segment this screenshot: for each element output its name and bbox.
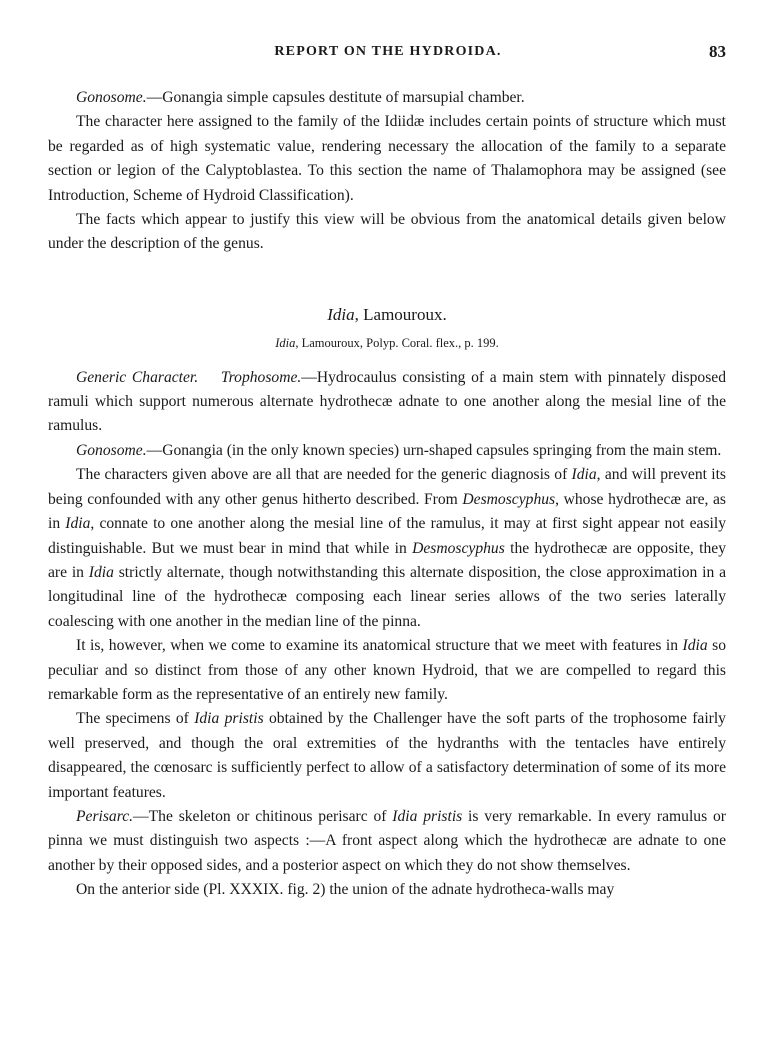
paragraph-anterior-side: On the anterior side (Pl. XXXIX. fig. 2) the union of the adnate hydrotheca-walls may bbox=[76, 881, 615, 899]
italic-run: Idia pristis bbox=[392, 807, 463, 825]
gonosome-label: Gonosome. bbox=[76, 441, 147, 459]
paragraph-specimens bbox=[48, 707, 726, 805]
text-run: obtained by the Challenger have the soft parts of the trophosome fairly well preserved, and though the oral extremities of the hydranths with the tentacles have entirely disappeared, the cœnosarc is sufficiently perfect to allow of a satisfactory determination of some of its more important features. bbox=[48, 710, 726, 801]
text-run: is very remarkable. In every ramulus or pinna we must distinguish two aspects :—A front aspect along which the hydrothecæ are adnate to one another by their opposed sides, and a posterior aspect on which they do not show themselves. bbox=[48, 807, 726, 874]
running-head: REPORT ON THE HYDROIDA. bbox=[274, 44, 502, 59]
text-run: The characters given above are all that are needed for the generic diagnosis of bbox=[76, 466, 572, 484]
page-number: 83 bbox=[709, 42, 726, 61]
text-run: It is, however, when we come to examine its anatomical structure that we meet with features in bbox=[76, 637, 683, 655]
text-run: —The skeleton or chitinous perisarc of bbox=[133, 807, 393, 825]
text-run: so peculiar and so distinct from those of any other known Hydroid, that we are compelled to regard this remarkable form as the representative of an entirely new family. bbox=[48, 637, 727, 703]
paragraph-diagnosis bbox=[48, 463, 726, 634]
paragraph-gonosome-genus bbox=[48, 439, 726, 463]
reference-text: , Lamouroux, Polyp. Coral. flex., p. 199. bbox=[295, 336, 499, 351]
italic-run: Idia pristis bbox=[194, 710, 264, 728]
gonosome-label: Gonosome. bbox=[76, 89, 147, 106]
text-run: , whose hydrothecæ are, as in bbox=[48, 490, 726, 533]
paragraph-anatomy bbox=[48, 634, 726, 707]
genus-heading bbox=[48, 303, 726, 327]
trophosome-label: Trophosome. bbox=[220, 368, 302, 386]
reference-genus: Idia bbox=[275, 336, 296, 351]
paragraph-gonosome-family bbox=[48, 86, 726, 110]
generic-character-label: Generic Character. bbox=[76, 368, 199, 386]
paragraph-text: —Gonangia (in the only known species) urn-shaped capsules springing from the main stem. bbox=[146, 441, 722, 459]
genus-name: Idia bbox=[327, 304, 355, 324]
paragraph-generic-character bbox=[48, 366, 726, 439]
italic-run: Idia bbox=[88, 563, 114, 581]
italic-run: Idia bbox=[571, 466, 597, 484]
perisarc-label: Perisarc. bbox=[76, 807, 134, 825]
body-text bbox=[48, 86, 726, 903]
genus-author: , Lamouroux. bbox=[354, 304, 447, 324]
text-run: , and will prevent its being confounded with any other genus hitherto described. From bbox=[48, 466, 726, 508]
italic-run: Idia bbox=[682, 637, 708, 655]
page-header bbox=[0, 44, 776, 68]
italic-run: Desmoscyphus bbox=[412, 539, 505, 557]
text-run: the hydrothecæ are opposite, they are in bbox=[48, 539, 726, 581]
paragraph-perisarc bbox=[48, 805, 726, 878]
paragraph-character: The character here assigned to the family of the Idiidæ includes certain points of structure which must be regarded as of high systematic value, rendering necessary the allocation of the family to a separate section or legion of the Calyptoblastea. To this section the name of Thalamophora may be assigned (see Introduction, Scheme of Hydroid Classification). bbox=[48, 113, 726, 204]
text-run: strictly alternate, though notwithstanding this alternate disposition, the close approximation in a longitudinal line of the hydrothecæ composing each linear series allows of the two series laterally coalescing with one another in the median line of the pinna. bbox=[48, 563, 726, 630]
italic-run: Desmoscyphus bbox=[462, 490, 556, 508]
paragraph-text: —Hydrocaulus consisting of a main stem with pinnately disposed ramuli which support numerous alternate hydrothecæ adnate to one another along the mesial line of the ramulus. bbox=[48, 368, 727, 435]
italic-run: Idia bbox=[65, 515, 91, 533]
text-run: The specimens of bbox=[76, 710, 195, 728]
paragraph-facts: The facts which appear to justify this view will be obvious from the anatomical details given below under the description of the genus. bbox=[48, 211, 726, 253]
text-run: , connate to one another along the mesial line of the ramulus, it may at first sight appear not easily distinguishable. But we must bear in mind that while in bbox=[48, 515, 726, 557]
paragraph-text: —Gonangia simple capsules destitute of marsupial chamber. bbox=[146, 89, 525, 106]
genus-reference bbox=[48, 331, 726, 355]
